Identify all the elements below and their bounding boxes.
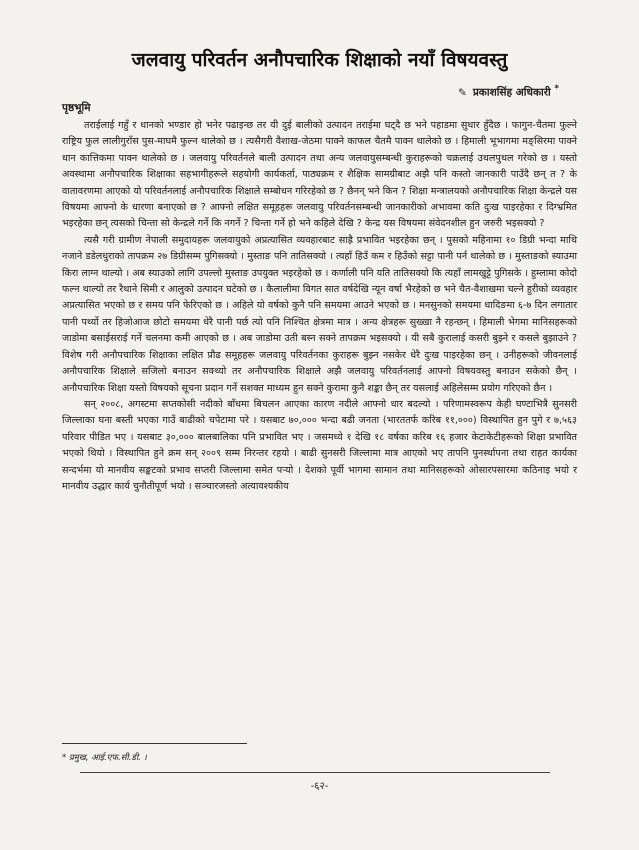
footnote: * प्रमुख, आई.एफ.सी.डी. । xyxy=(62,753,147,763)
article-title: जलवायु परिवर्तन अनौपचारिक शिक्षाको नयाँ विषयवस्तु xyxy=(131,49,508,71)
section-heading: पृष्ठभूमि xyxy=(62,102,91,114)
author-line xyxy=(458,84,559,100)
page-number: -६२- xyxy=(310,781,329,792)
article-body xyxy=(62,118,577,495)
paragraph-3: सन् २००८, अगस्टमा सप्तकोसी नदीको बाँधमा बिचलन आएका कारण नदीले आफ्नो धार बदल्यो । परिणामस्वरूप केही घण्टाभित्रै सुनसरी जिल्लाका घना बस्ती भएका गाउँ बाढीको चपेटामा परे । यसबाट ७०,००० भन्दा बढी जनता (भारततर्फ करिब ११,०००) विस्थापित हुन पुगे र ७,५६३ परिवार पीडित भए । यसबाट ३०,००० बालबालिका पनि प्रभावित भए । जसमध्ये १ देखि १८ वर्षका करिब १६ हजार केटाकेटीहरूको शिक्षा प्रभावित भएको थियो । विस्थापित हुने क्रम सन् २००९ सम्म निरन्तर रहयो । बाढी सुनसरी जिल्लामा मात्र आएको भए तापनि पुनर्स्थापना तथा राहत कार्यका सन्दर्भमा यो मानवीय सङ्कटको प्रभाव सप्तरी जिल्लामा समेत पऱ्यो । देशको पूर्वी भागमा सामान तथा मानिसहरूको ओसारपसारमा कठिनाइ भयो र मानवीय उद्धार कार्य चुनौतीपूर्ण भयो । सञ्चारजस्तो अत्यावश्यकीय xyxy=(62,398,577,492)
author-footnote-marker: * xyxy=(554,84,559,94)
footnote-divider xyxy=(62,743,247,744)
paragraph-1: तराईलाई गहुँ र धानको भण्डार हो भनेर पढाइन्छ तर यी दुई बालीको उत्पादन तराईमा घट्दै छ भने पहाडमा सुधार हुँदैछ । फागुन-चैतमा फुल्ने राष्ट्रिय फुल लालीगुराँस पुस-माघमै फुल्न थालेको छ । त्यसैगरी वैशाख-जेठमा पाक्ने काफल चैतमै पाक्न थालेको छ । हिमाली भूभागमा मङ्सिरमा पाक्ने धान कात्तिकमा पाक्न थालेको छ । जलवायु परिवर्तनले बाली उत्पादन तथा अन्य जलवायुसम्बन्धी कुराहरूको चक्रलाई उथलपुथल गरेको छ । यस्तो अवस्थामा अनौपचारिक शिक्षाका सहभागीहरूले सहयोगी कार्यकर्ता, पाठ्यक्रम र शैक्षिक सामग्रीबाट अझै पनि कस्तो जानकारी पाउँदै छन् त ? के वातावरणमा आएको यो परिवर्तनलाई अनौपचारिक शिक्षाले सम्बोधन गरिरहेको छ ? छैनन् भने किन ? शिक्षा मन्त्रालयको अनौपचारिक शिक्षा केन्द्रले यस विषयमा आफ्नो के धारणा बनाएको छ ? आफ्नो लक्षित समूहहरू जलवायु परिवर्तनसम्बन्धी जानकारीको अभावमा कति दुःख पाइरहेका र दिग्भ्रमित भइरहेका छन् त्यसको चिन्ता सो केन्द्रले गर्ने कि नगर्ने ? चिन्ता गर्ने हो भने कहिले देखि ? केन्द्र यस विषयमा संवेदनशील हुन जरुरी भइसक्यो ? xyxy=(62,120,577,230)
author-name: प्रकाशसिंह अधिकारी xyxy=(472,86,551,99)
page-footer-line xyxy=(80,772,550,773)
pen-icon: ✎ xyxy=(458,86,467,99)
paragraph-2: त्यसै गरी ग्रामीण नेपाली समुदायहरू जलवायुको अप्रत्यासित व्यवहारबाट साह्रै प्रभावित भइरहेका छन् । पुसको महिनामा १० डिग्री भन्दा माथि नजाने डडेलधुराको तापक्रम २७ डिग्रीसम्म पुगिसक्यो । मुस्ताङ पनि तातिसक्यो । त्यहाँ हिउँ कम र हिउँको सट्टा पानी पर्न थालेको छ । मुस्ताङको स्याउमा किरा लाग्न थाल्यो । अब स्याउको लागि उपल्लो मुस्ताङ उपयुक्त भइरहेको छ । कर्णाली पनि यति तातिसक्यो कि त्यहाँ लामखुट्टे पुगिसके । हुम्लामा कोदो फल्न थाल्यो तर रैथाने सिमी र आलुको उत्पादन घटेको छ । कैलालीमा विगत सात वर्षदेखि न्यून वर्षा भैरहेको छ भने चैत-वैशाखमा चल्ने हुरीको व्यवहार अप्रत्यासित भएको छ र समय पनि फेरिएको छ । अहिले यो वर्षको कुनै पनि समयमा आउने भएको छ । मनसुनको समयमा धादिङमा ६-७ दिन लगातार पानी पर्थ्यो तर हिजोआज छोटो समयमा धेरै पानी पर्छ त्यो पनि निश्चित क्षेत्रमा मात्र । अन्य क्षेत्रहरू सुख्खा नै रहन्छन् । हिमाली भेगमा मानिसहरूको जाडोमा बसाईसराई गर्ने चलनमा कमी आएको छ । अब जाडोमा उती बस्न सक्ने तापक्रम भइसक्यो । यी सबै कुरालाई कसरी बुझ्ने र कसले बुझाउने ? विशेष गरी अनौपचारिक शिक्षाका लक्षित प्रौढ समूहहरू जलवायु परिवर्तनका कुराहरू बुझ्न नसकेर धेरै दुःख पाइरहेका छन् । उनीहरूको जीवनलाई अनौपचारिक शिक्षाले सजिलो बनाउन सक्थ्यो तर अनौपचारिक शिक्षाले अझै जलवायु परिवर्तनलाई आफ्नो विषयवस्तु बनाउन सकेको छैन् । अनौपचारिक शिक्षा यस्तो विषयको सूचना प्रदान गर्ने सशक्त माध्यम हुन सक्ने कुरामा कुनै शङ्का छैन् तर यसलाई अहिलेसम्म प्रयोग गरिएको छैन । xyxy=(62,234,577,394)
